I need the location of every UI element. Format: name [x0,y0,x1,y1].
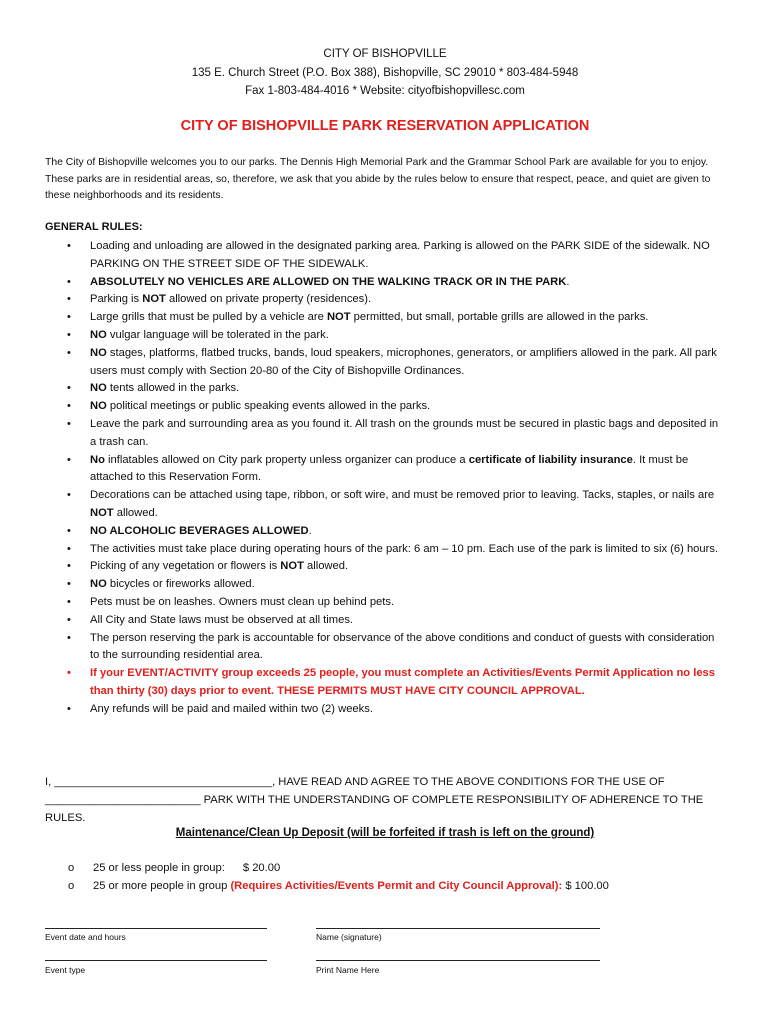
deposit-option-small-group [68,862,280,874]
bullet-icon: • [67,328,71,341]
bullet-icon: • [67,382,71,395]
bullet-icon: • [67,542,71,555]
rule-text: bicycles or fireworks allowed. [106,578,255,591]
rule-item [45,345,725,381]
rule-text: tents allowed in the parks. [106,382,240,395]
rule-item [45,594,725,612]
rule-item [45,523,725,541]
option-label: 25 or less people in group: [93,862,225,874]
rule-text: Leave the park and surrounding area as you found it. All trash on the grounds must be secured in plastic bags and deposited in a trash can. [90,417,719,448]
deposit-option-large-group [68,880,609,892]
rule-text: Picking of any vegetation or flowers is [90,560,281,573]
bullet-icon: • [67,560,71,573]
rule-text: political meetings or public speaking events allowed in the parks. [106,400,431,413]
bullet-icon: • [67,667,71,680]
bullet-icon: • [67,453,71,466]
bullet-icon: • [67,524,71,537]
bullet-icon: • [67,613,71,626]
rule-text: stages, platforms, flatbed trucks, bands, loud speakers, microphones, generators, or amplifiers allowed in the park. All park users must comply with Section 20-80 of the City of Bishopville Ordinances. [90,346,717,377]
rule-emphasis: NOT [142,293,166,306]
header-fax-website: Fax 1-803-484-4016 * Website: cityofbishopvillesc.com [245,85,525,97]
rule-item [45,487,725,523]
rule-text: Loading and unloading are allowed in the designated parking area. Parking is allowed on the PARK SIDE of the sidewalk. NO PARKING ON THE STREET SIDE OF THE SIDEWALK. [90,240,710,270]
bullet-icon: • [67,702,71,715]
rule-text: permitted, but small, portable grills are allowed in the parks. [350,311,649,324]
rule-item [45,380,725,398]
rule-item [45,291,725,309]
acknowledgement-statement: I, ___________________________________, HAVE READ AND AGREE TO THE ABOVE CONDITIONS FOR THE USE OF _________________________ PARK WITH THE UNDERSTANDING OF COMPLETE RESPONSIBILITY OF ADHERENCE TO THE RULES. [45,776,704,824]
rule-text: . It must be attached to this Reservation Form. [90,453,689,484]
bullet-icon: • [67,240,71,252]
print-name-line[interactable] [316,960,600,961]
rule-text: The activities must take place during operating hours of the park: 6 am – 10 pm. Each use of the park is limited to six (6) hours. [90,542,719,555]
rule-emphasis: NO [90,400,107,413]
bullet-icon: • [67,400,71,413]
rule-emphasis: NO ALCOHOLIC BEVERAGES ALLOWED [90,524,309,537]
rule-emphasis: NO [90,328,107,341]
general-rules-heading: GENERAL RULES: [45,221,143,233]
bullet-icon: • [67,631,71,644]
intro-paragraph: The City of Bishopville welcomes you to our parks. The Dennis High Memorial Park and the Grammar School Park are available for you to enjoy. These parks are in residential areas, so, therefore, we ask that you abide by the rules below to ensure that respect, peace, and quiet are given to these neighborhoods and its residents. [45,157,711,201]
bullet-icon: • [67,595,71,608]
bullet-icon: • [67,417,71,430]
print-name-label: Print Name Here [316,965,380,975]
rule-emphasis: NOT [90,506,114,519]
rule-emphasis: No [90,453,105,466]
rule-emphasis: NO [90,578,107,591]
rule-emphasis: certificate of liability insurance [468,453,633,466]
event-date-signature-line[interactable] [45,928,267,929]
rule-emphasis: ABSOLUTELY NO VEHICLES ARE ALLOWED ON THE WALKING TRACK OR IN THE PARK [90,275,567,288]
rule-emphasis: NO [90,346,107,359]
bullet-icon: • [67,311,71,324]
rule-item [45,238,725,274]
rule-item [45,701,725,719]
rule-text: allowed. [303,560,349,573]
rules-list [45,238,725,719]
rule-text: allowed. [113,506,158,519]
rule-item [45,558,725,576]
rule-item [45,612,725,630]
rule-item [45,576,725,594]
rule-emphasis: If your EVENT/ACTIVITY group exceeds 25 people, you must complete an Activities/Events Permit Application no less than thirty (30) days prior to event. THESE PERMITS MUST HAVE CITY COUNCIL APPROVAL. [90,667,715,697]
option-label: 25 or more people in group [93,880,231,892]
rule-item [45,541,725,559]
document-title: CITY OF BISHOPVILLE PARK RESERVATION APPLICATION [180,118,590,134]
rule-item [45,452,725,488]
rule-item [45,309,725,327]
name-signature-line[interactable] [316,928,600,929]
rule-text: All City and State laws must be observed at all times. [90,613,354,626]
option-amount: $ 100.00 [562,880,609,892]
rule-text: Decorations can be attached using tape, ribbon, or soft wire, and must be removed prior to leaving. Tacks, staples, or nails are [90,489,715,502]
deposit-heading: Maintenance/Clean Up Deposit (will be forfeited if trash is left on the ground) [175,827,595,839]
rule-text: Large grills that must be pulled by a vehicle are [90,311,327,324]
bullet-icon: • [67,489,71,502]
rule-text: . [566,275,570,288]
bullet-icon: • [67,293,71,306]
event-date-label: Event date and hours [45,932,126,942]
bullet-icon: • [67,275,71,288]
event-type-line[interactable] [45,960,267,961]
bullet-icon: • [67,578,71,591]
rule-item [45,416,725,452]
option-marker: o [68,862,75,874]
event-type-label: Event type [45,965,86,975]
rule-text: inflatables allowed on City park property unless organizer can produce a [104,453,469,466]
option-requirement-note: (Requires Activities/Events Permit and City Council Approval): [230,880,563,892]
rule-item [45,398,725,416]
name-signature-label: Name (signature) [316,932,382,942]
rule-emphasis: NO [90,382,107,395]
rule-text: allowed on private property (residences). [165,293,372,306]
rule-emphasis: NOT [326,311,351,324]
header-city-name: CITY OF BISHOPVILLE [323,48,447,60]
bullet-icon: • [67,346,71,359]
header-address: 135 E. Church Street (P.O. Box 388), Bishopville, SC 29010 * 803-484-5948 [191,67,579,79]
rule-item [45,274,725,292]
option-amount: $ 20.00 [242,862,281,874]
rule-text: Any refunds will be paid and mailed within two (2) weeks. [90,702,373,715]
rule-item [45,665,725,701]
rule-text: Pets must be on leashes. Owners must clean up behind pets. [90,595,395,608]
rule-emphasis: NOT [280,560,304,573]
option-marker: o [68,880,75,892]
rule-text: vulgar language will be tolerated in the park. [106,328,329,341]
rule-item [45,630,725,666]
rule-text: The person reserving the park is accountable for observance of the above conditions and conduct of guests with consideration to the surrounding residential area. [90,631,715,662]
rule-text: . [308,524,312,537]
rule-text: Parking is [90,293,143,306]
rule-item [45,327,725,345]
